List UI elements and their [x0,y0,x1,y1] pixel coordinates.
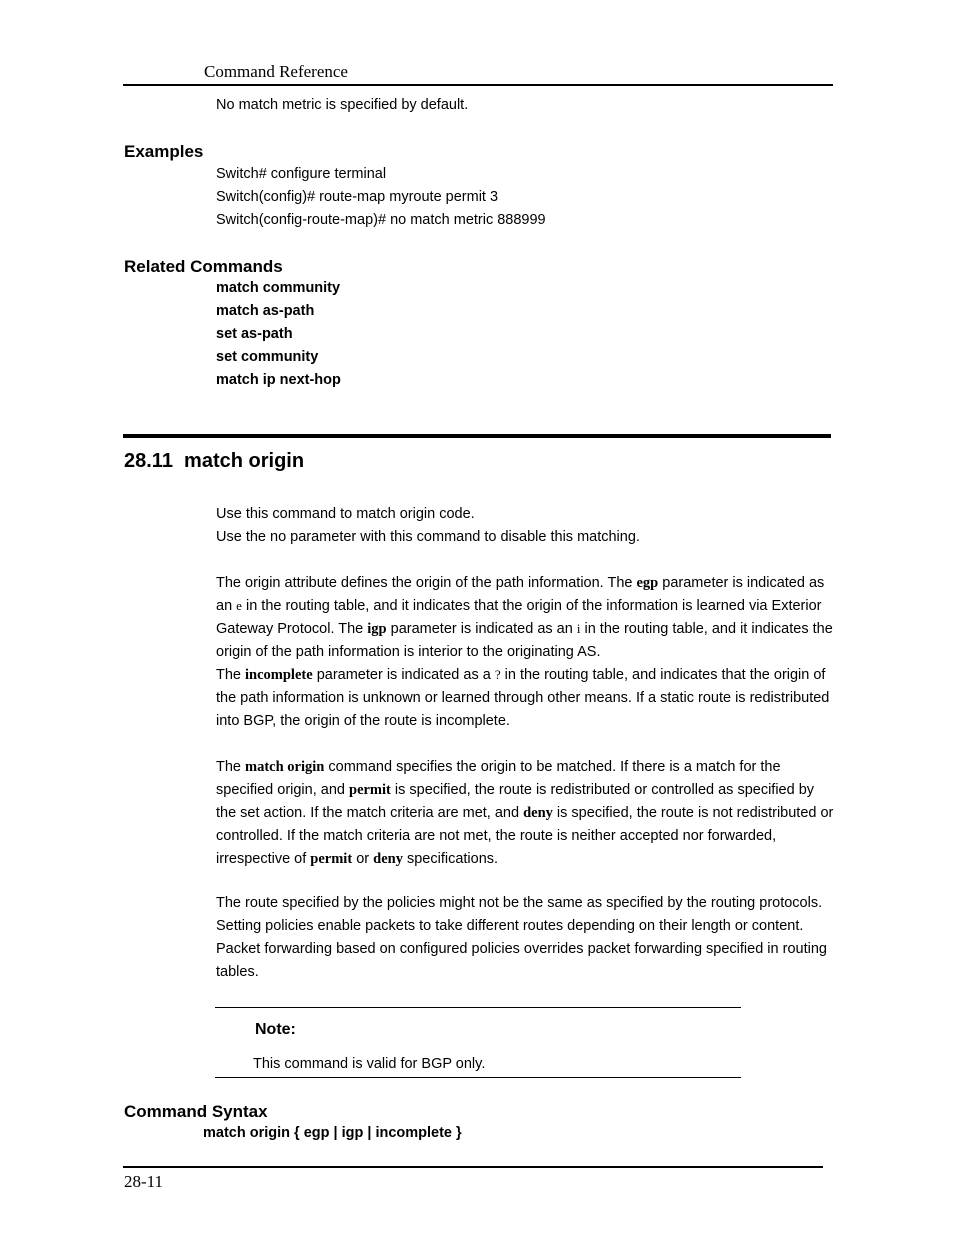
code-i: i [576,620,581,636]
note-text: This command is valid for BGP only. [253,1056,486,1072]
example-line: Switch(config-route-map)# no match metric 888999 [216,211,546,228]
note-top-rule [215,1007,741,1008]
header-rule [123,84,833,86]
note-bottom-rule [215,1077,741,1078]
related-commands-heading: Related Commands [124,257,283,276]
running-header: Command Reference [204,62,348,81]
keyword-incomplete: incomplete [245,667,313,683]
example-line: Switch(config)# route-map myroute permit 3 [216,188,499,205]
keyword-deny: deny [523,804,553,821]
command-syntax-heading: Command Syntax [124,1102,268,1121]
keyword-permit: permit [310,850,353,867]
section-title: 28.11 match origin [124,450,305,472]
policies-paragraph: The route specified by the policies might not be the same as specified by the routing protocols. Setting policies enable packets to take different routes depending on their length or content. Packet forwarding based on configured policies overrides packet forwarding specified in routing tables. [216,895,827,980]
related-command-item: match community [216,280,341,296]
intro-line: Use this command to match origin code. [216,506,475,522]
related-command-item: match ip next-hop [216,371,341,388]
command-syntax: match origin { egp | igp | incomplete } [203,1125,462,1141]
related-command-item: set as-path [216,325,293,342]
related-commands-list [216,277,341,392]
keyword-match-origin: match origin [245,759,325,775]
keyword-egp: egp [636,575,659,591]
examples-block [216,163,546,232]
page-number: 28-11 [124,1172,164,1191]
keyword-permit: permit [349,781,391,798]
code-question: ? [494,667,501,682]
incomplete-paragraph: The incomplete parameter is indicated as a ? in the routing table, and indicates that the origin of the path information is unknown or learned through other means. If a static route is redistributed into BGP, the origin of the route is incomplete. [216,667,830,729]
default-text: No match metric is specified by default. [216,97,469,113]
footer-rule [123,1166,823,1168]
related-command-item: set community [216,348,319,365]
origin-attribute-paragraph: The origin attribute defines the origin of the path information. The egp parameter is indicated as an e in the routing table, and it indicates that the origin of the information is learned via Exterior Gateway Protocol. The igp parameter is indicated as an i in the routing table, and it indicates the origin of the path information is interior to the originating AS. [216,575,833,660]
examples-heading: Examples [124,142,204,161]
code-e: e [236,597,242,613]
note-label: Note: [255,1021,296,1038]
match-origin-paragraph: The match origin command specifies the origin to be matched. If there is a match for the specified origin, and permit is specified, the route is redistributed or controlled as specified by the set action. If the match criteria are met, and deny is specified, the route is not redistributed or controlled. If the match criteria are not met, the route is neither accepted nor forwarded, irrespective of permit or deny specifications. [216,759,834,867]
intro-block [216,503,834,549]
related-command-item: match as-path [216,302,315,319]
keyword-deny: deny [373,850,403,867]
keyword-igp: igp [367,620,387,637]
example-line: Switch# configure terminal [216,166,387,182]
intro-line: Use the no parameter with this command to disable this matching. [216,528,640,545]
section-rule [123,434,831,438]
